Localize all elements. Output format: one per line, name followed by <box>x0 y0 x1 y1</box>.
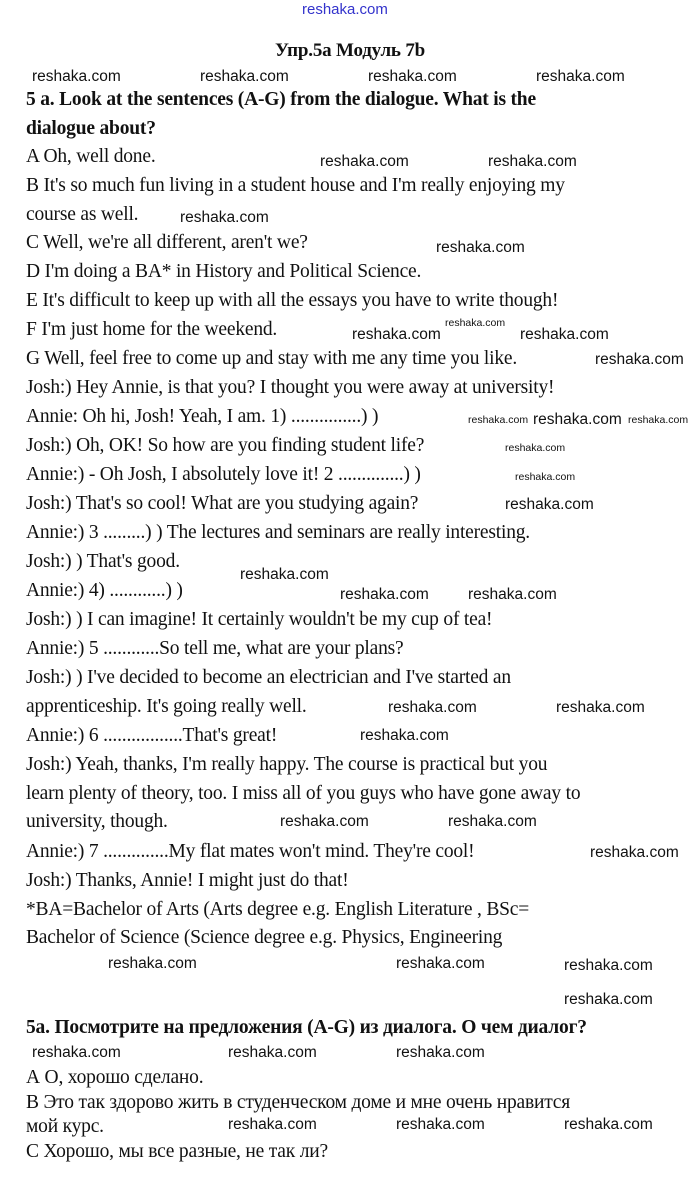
watermark: reshaka.com <box>320 153 409 170</box>
dialogue-line: Annie:) 7 ..............My flat mates won't mind. They're cool! <box>26 841 475 862</box>
watermark: reshaka.com <box>520 326 609 343</box>
sentence-c: C Well, we're all different, aren't we? <box>26 232 308 253</box>
dialogue-line: Annie:) - Oh Josh, I absolutely love it! 2 ..............) ) <box>26 464 421 485</box>
dialogue-line: Annie:) 6 .................That's great! <box>26 725 278 746</box>
watermark: reshaka.com <box>564 1116 653 1133</box>
watermark: reshaka.com <box>468 414 529 426</box>
watermark: reshaka.com <box>505 496 594 513</box>
task-heading: dialogue about? <box>26 118 156 139</box>
watermark: reshaka.com <box>352 326 441 343</box>
footnote: Bachelor of Science (Science degree e.g. Physics, Engineering <box>26 927 503 948</box>
watermark: reshaka.com <box>445 317 506 329</box>
watermark: reshaka.com <box>515 471 576 483</box>
watermark: reshaka.com <box>180 209 269 226</box>
watermark: reshaka.com <box>564 957 653 974</box>
watermark: reshaka.com <box>436 239 525 256</box>
dialogue-line: Josh:) ) That's good. <box>26 551 180 572</box>
watermark: reshaka.com <box>228 1116 317 1133</box>
dialogue-line: university, though. <box>26 811 168 832</box>
dialogue-line: Josh:) Thanks, Annie! I might just do that! <box>26 870 349 891</box>
dialogue-line: apprenticeship. It's going really well. <box>26 696 307 717</box>
russian-line: В Это так здорово жить в студенческом доме и мне очень нравится <box>26 1092 571 1113</box>
watermark: reshaka.com <box>228 1044 317 1061</box>
watermark: reshaka.com <box>396 955 485 972</box>
watermark: reshaka.com <box>488 153 577 170</box>
footnote: *BA=Bachelor of Arts (Arts degree e.g. English Literature , BSc= <box>26 899 530 920</box>
watermark: reshaka.com <box>368 68 457 85</box>
dialogue-line: learn plenty of theory, too. I miss all of you guys who have gone away to <box>26 783 581 804</box>
sentence-b: B It's so much fun living in a student house and I'm really enjoying my <box>26 175 565 196</box>
dialogue-line: Josh:) ) I've decided to become an electrician and I've started an <box>26 667 511 688</box>
sentence-e: E It's difficult to keep up with all the essays you have to write though! <box>26 290 559 311</box>
dialogue-line: Annie: Oh hi, Josh! Yeah, I am. 1) ...............) ) <box>26 406 379 427</box>
watermark: reshaka.com <box>468 586 557 603</box>
watermark: reshaka.com <box>108 955 197 972</box>
watermark: reshaka.com <box>240 566 329 583</box>
sentence-f: F I'm just home for the weekend. <box>26 319 278 340</box>
watermark: reshaka.com <box>280 813 369 830</box>
dialogue-line: Annie:) 3 .........) ) The lectures and seminars are really interesting. <box>26 522 530 543</box>
russian-heading: 5a. Посмотрите на предложения (A-G) из диалога. О чем диалог? <box>26 1017 587 1038</box>
dialogue-line: Josh:) Oh, OK! So how are you finding student life? <box>26 435 425 456</box>
watermark: reshaka.com <box>505 442 566 454</box>
watermark: reshaka.com <box>32 68 121 85</box>
watermark: reshaka.com <box>590 844 679 861</box>
watermark: reshaka.com <box>396 1116 485 1133</box>
russian-line: А О, хорошо сделано. <box>26 1067 204 1088</box>
russian-line: С Хорошо, мы все разные, не так ли? <box>26 1141 328 1162</box>
watermark: reshaka.com <box>448 813 537 830</box>
watermark: reshaka.com <box>200 68 289 85</box>
dialogue-line: Josh:) Yeah, thanks, I'm really happy. The course is practical but you <box>26 754 548 775</box>
watermark: reshaka.com <box>533 411 622 428</box>
dialogue-line: Josh:) ) I can imagine! It certainly wouldn't be my cup of tea! <box>26 609 493 630</box>
watermark: reshaka.com <box>388 699 477 716</box>
sentence-b-cont: course as well. <box>26 204 139 225</box>
dialogue-line: Josh:) Hey Annie, is that you? I thought you were away at university! <box>26 377 555 398</box>
watermark: reshaka.com <box>340 586 429 603</box>
page-title: Упр.5a Модуль 7b <box>275 40 425 61</box>
watermark: reshaka.com <box>556 699 645 716</box>
dialogue-line: Annie:) 4) ............) ) <box>26 580 183 601</box>
sentence-g: G Well, feel free to come up and stay with me any time you like. <box>26 348 518 369</box>
watermark: reshaka.com <box>396 1044 485 1061</box>
site-link[interactable]: reshaka.com <box>302 1 388 18</box>
dialogue-line: Josh:) That's so cool! What are you studying again? <box>26 493 419 514</box>
russian-line: мой курс. <box>26 1116 104 1137</box>
sentence-d: D I'm doing a BA* in History and Political Science. <box>26 261 422 282</box>
watermark: reshaka.com <box>595 351 684 368</box>
watermark: reshaka.com <box>360 727 449 744</box>
sentence-a: A Oh, well done. <box>26 146 156 167</box>
watermark: reshaka.com <box>32 1044 121 1061</box>
task-heading: 5 a. Look at the sentences (A-G) from the dialogue. What is the <box>26 89 536 110</box>
watermark: reshaka.com <box>564 991 653 1008</box>
dialogue-line: Annie:) 5 ............So tell me, what are your plans? <box>26 638 404 659</box>
watermark: reshaka.com <box>536 68 625 85</box>
watermark: reshaka.com <box>628 414 689 426</box>
